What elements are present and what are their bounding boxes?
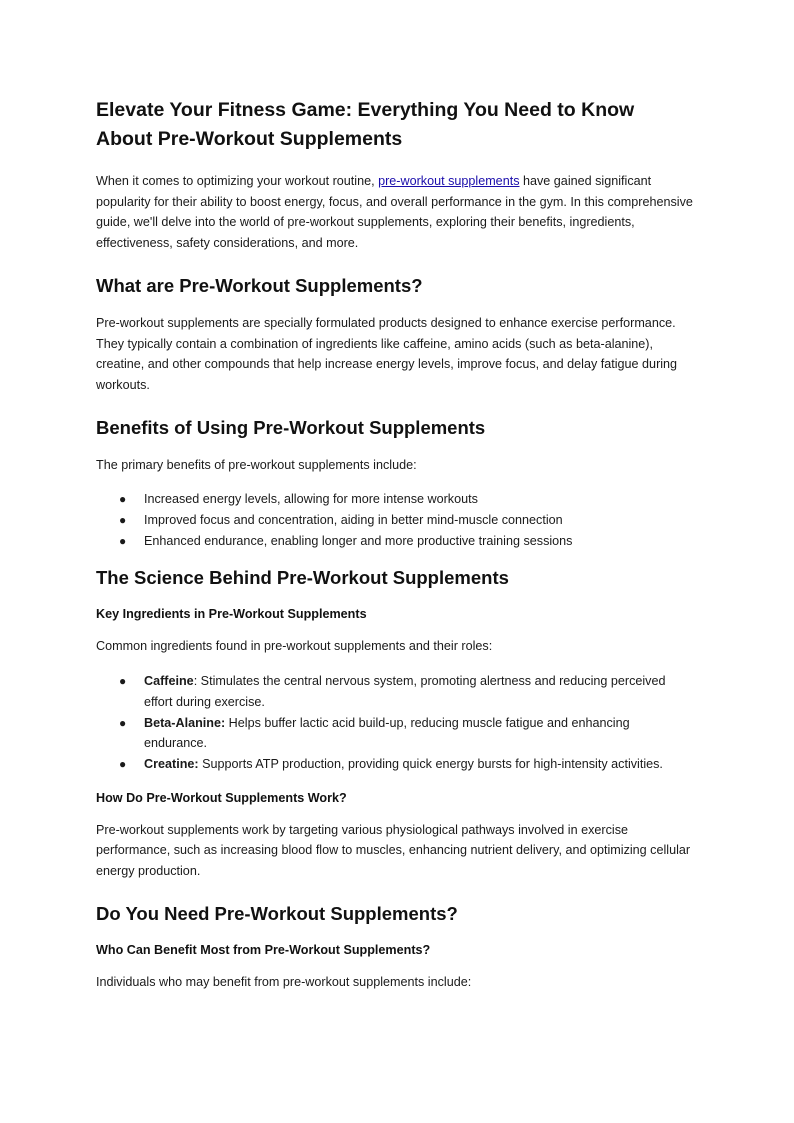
ingredient-term: Beta-Alanine: — [144, 715, 226, 730]
list-item-text: Increased energy levels, allowing for more intense workouts — [144, 492, 478, 507]
what-paragraph: Pre-workout supplements are specially formulated products designed to enhance exercise performance. They typically contain a combination of ingredients like caffeine, amino acids (such as beta-alanine), creatine, and other compounds that help increase energy levels, improve focus, and delay fatigue during workouts. — [96, 315, 678, 392]
intro-paragraph — [96, 171, 694, 254]
ingredients-list — [96, 671, 694, 775]
list-item — [119, 489, 694, 510]
ingredient-term: Creatine: — [144, 756, 199, 771]
list-item — [119, 671, 694, 712]
benefits-heading: Benefits of Using Pre-Workout Supplements — [96, 416, 486, 438]
article-title: Elevate Your Fitness Game: Everything You Need to Know About Pre-Workout Supplements — [96, 99, 635, 150]
how-subheading: How Do Pre-Workout Supplements Work? — [96, 790, 347, 805]
bullet-icon: ● — [119, 674, 127, 689]
benefits-intro: The primary benefits of pre-workout supplements include: — [96, 457, 417, 472]
ingredient-description: Helps buffer lactic acid build-up, reducing muscle fatigue and enhancing endurance. — [144, 715, 630, 751]
bullet-icon: ● — [119, 533, 127, 548]
bullet-icon: ● — [119, 756, 127, 771]
list-item — [119, 531, 694, 552]
list-item-text: Improved focus and concentration, aiding in better mind-muscle connection — [144, 513, 563, 528]
who-subheading: Who Can Benefit Most from Pre-Workout Supplements? — [96, 942, 431, 957]
how-paragraph: Pre-workout supplements work by targeting various physiological pathways involved in exercise performance, such as increasing blood flow to muscles, enhancing nutrient delivery, and optimizing cellular energy production. — [96, 822, 691, 879]
list-item — [119, 510, 694, 531]
intro-text-after-link: have gained significant popularity for their ability to boost energy, focus, and overall performance in the gym. In this comprehensive guide, we'll delve into the world of pre-workout supplements, exploring their benefits, ingredients, effectiveness, safety considerations, and more. — [96, 174, 693, 251]
who-intro: Individuals who may benefit from pre-workout supplements include: — [96, 974, 472, 989]
need-heading: Do You Need Pre-Workout Supplements? — [96, 902, 458, 924]
what-heading: What are Pre-Workout Supplements? — [96, 274, 423, 296]
science-heading: The Science Behind Pre-Workout Supplements — [96, 567, 509, 589]
pre-workout-supplements-link[interactable]: pre-workout supplements — [378, 174, 520, 188]
ingredient-description: : Stimulates the central nervous system, promoting alertness and reducing perceived effort during exercise. — [144, 674, 666, 709]
bullet-icon: ● — [119, 492, 127, 507]
ingredients-subheading: Key Ingredients in Pre-Workout Supplements — [96, 607, 367, 622]
list-item — [119, 754, 694, 775]
ingredients-intro: Common ingredients found in pre-workout supplements and their roles: — [96, 639, 493, 654]
intro-text-before-link: When it comes to optimizing your workout routine, — [96, 174, 379, 188]
list-item-text: Enhanced endurance, enabling longer and more productive training sessions — [144, 533, 573, 548]
bullet-icon: ● — [119, 513, 127, 528]
ingredient-term: Caffeine — [144, 674, 194, 689]
bullet-icon: ● — [119, 715, 127, 730]
list-item — [119, 713, 694, 754]
ingredient-description: Supports ATP production, providing quick energy bursts for high-intensity activities. — [198, 756, 663, 771]
benefits-list — [96, 489, 694, 551]
